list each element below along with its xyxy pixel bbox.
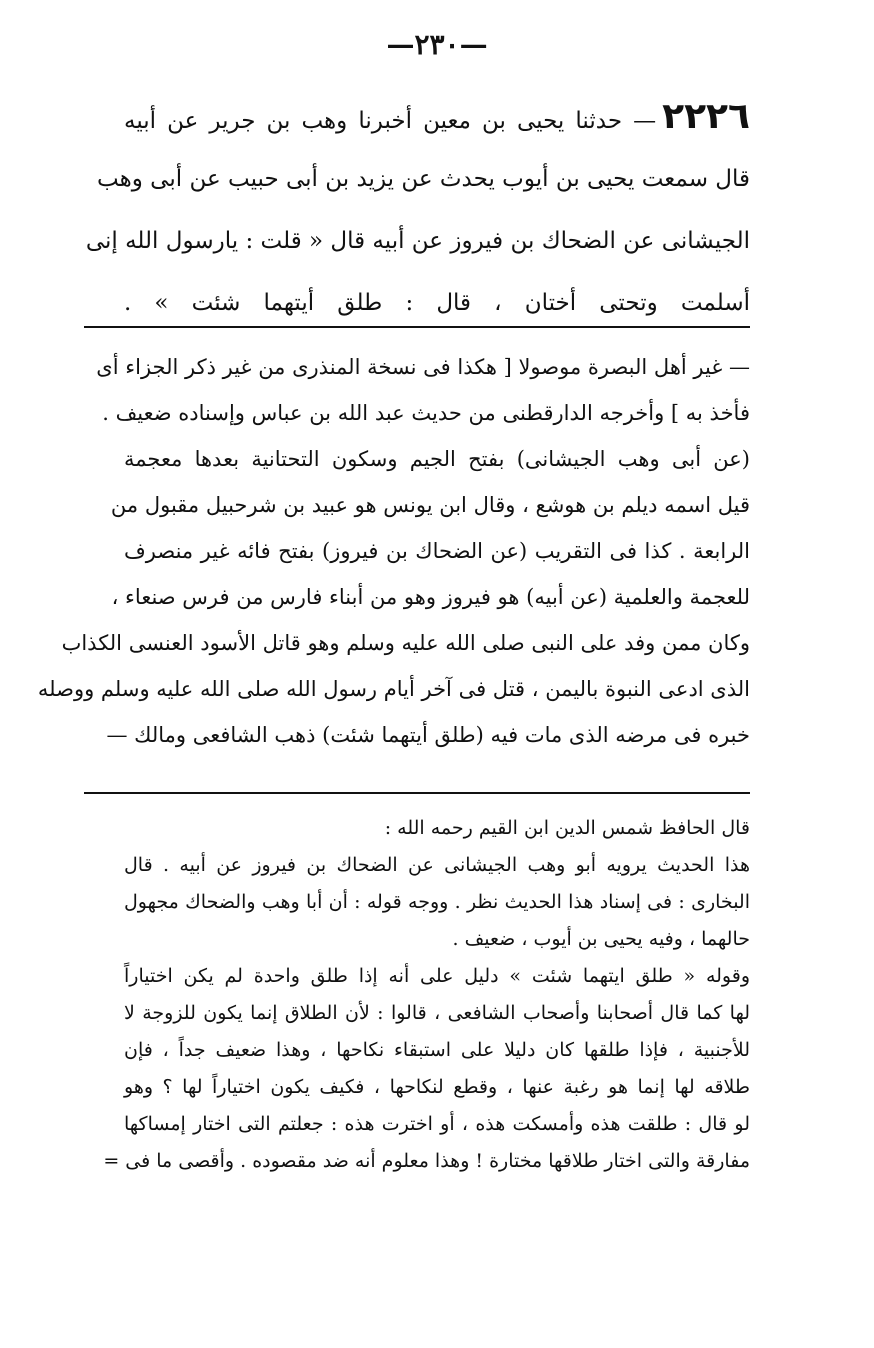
commentary-line: (عن أبى وهب الجيشانى) بفتح الجيم وسكون التحتانية بعدها معجمة [124,447,750,471]
hadith-text [85,86,750,334]
hadith-line: الجيشانى عن الضحاك بن فيروز عن أبيه قال « قلت : يارسول الله إنى [85,228,750,254]
hadith-line [124,86,750,148]
commentary-line: قيل اسمه ديلم بن هوشع ، وقال ابن يونس هو عبيد بن شرحبيل مقبول من [110,493,750,517]
hafiz-line: البخارى : فى إسناد هذا الحديث نظر . ووجه قوله : أن أبا وهب والضحاك مجهول [124,891,750,913]
commentary-text [37,344,750,758]
section-divider [84,792,750,794]
section-divider [84,326,750,328]
hafiz-line: لو قال : طلقت هذه وأمسكت هذه ، أو اخترت هذه : جعلتم التى اختار إمساكها [124,1113,750,1135]
commentary-line: — غير أهل البصرة موصولا [ هكذا فى نسخة المنذرى من غير ذكر الجزاء أى [96,355,750,379]
hafiz-line: وقوله « طلق ايتهما شئت » دليل على أنه إذا طلق واحدة لم يكن اختياراً [124,965,750,987]
hafiz-line: هذا الحديث يرويه أبو وهب الجيشانى عن الضحاك بن فيروز عن أبيه . قال [124,854,750,876]
hafiz-commentary [103,810,750,1180]
hafiz-line: للأجنبية ، فإذا طلقها كان دليلا على استبقاء نكاحها ، وهذا ضعيف جداً ، فإن [124,1039,750,1061]
hafiz-line: لها كما قال أصحابنا وأصحاب الشافعى ، قالوا : لأن الطلاق إنما يكون للزوجة لا [124,1002,750,1024]
hafiz-line: مفارقة والتى اختار طلاقها مختارة ! وهذا معلوم أنه ضد مقصوده . وأقصى ما فى = [103,1150,750,1172]
hadith-number: ٢٢٢٦ [662,96,750,137]
commentary-line: للعجمة والعلمية (عن أبيه) هو فيروز وهو من أبناء فارس من فرس صنعاء ، [111,585,750,609]
commentary-line: خبره فى مرضه الذى مات فيه (طلق أيتهما شئت) ذهب الشافعى ومالك — [106,723,750,747]
hafiz-line: طلاقه لها إنما هو رغبة عنها ، وقطع لنكاحها ، فكيف يكون اختياراً لها ؟ وهو [124,1076,750,1098]
hafiz-heading: قال الحافظ شمس الدين ابن القيم رحمه الله : [384,817,750,839]
commentary-line: فأخذ به ] وأخرجه الدارقطنى من حديث عبد الله بن عباس وإسناده ضعيف . [102,401,750,425]
page-number: —٢٣٠— [386,28,488,61]
hadith-line: أسلمت وتحتى أختان ، قال : طلق أيتهما شئت » . [124,290,750,316]
commentary-line: وكان ممن وفد على النبى صلى الله عليه وسلم وهو قاتل الأسود العنسى الكذاب [61,631,750,655]
hafiz-line: حالهما ، وفيه يحيى بن أيوب ، ضعيف . [452,928,750,950]
commentary-line: الرابعة . كذا فى التقريب (عن الضحاك بن فيروز) بفتح فائه غير منصرف [124,539,750,563]
hadith-line-text: — حدثنا يحيى بن معين أخبرنا وهب بن جرير عن أبيه [124,108,657,134]
commentary-line: الذى ادعى النبوة باليمن ، قتل فى آخر أيام رسول الله صلى الله عليه وسلم ووصله [37,677,750,701]
hadith-line: قال سمعت يحيى بن أيوب يحدث عن يزيد بن أبى حبيب عن أبى وهب [97,166,750,192]
